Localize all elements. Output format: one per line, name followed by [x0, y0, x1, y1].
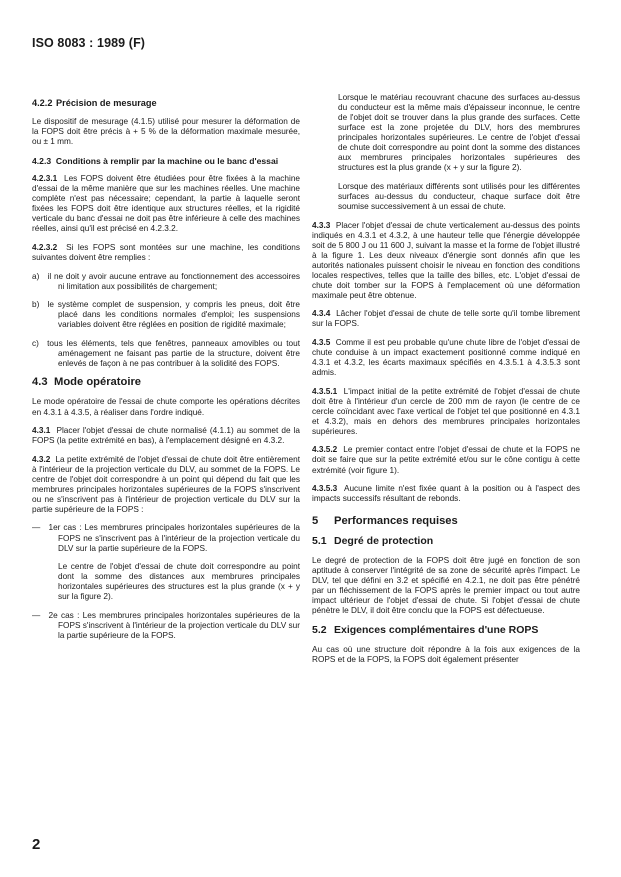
paragraph: 4.2.3.2 Si les FOPS sont montées sur une machine, les conditions suivantes doivent être remplies : — [32, 242, 300, 263]
paragraph: Lorsque des matériaux différents sont utilisés pour les différentes surfaces au-dessus du conducteur, chaque surface doit être soumise successivement à un essai de chute. — [338, 181, 580, 211]
section-heading-5-1: 5.1 Degré de protection — [312, 535, 434, 548]
paragraph: 4.3.1 Placer l'objet d'essai de chute normalisé (4.1.1) au sommet de la FOPS (la petite extrémité en bas), à l'emplacement désigné en 4.3.2. — [32, 426, 300, 446]
paragraph: 4.3.3 Placer l'objet d'essai de chute verticalement au-dessus des points indiqués en 4.3.1 et 4.3.2, à une hauteur telle que l'énergie développée soit de 5 800 J ou 11 600 J, suivant la masse et la forme de l'objet illustré à la figure 1. Les deux niveaux d'énergie sont donnés afin que les autorités nationales puissent choisir le niveau en fonction des conditions locales respectives, telles que la taille des billes, etc. L'objet d'essai de chute doit tomber sur la FOPS à l'emplacement où une déformation maximale peut être obtenue. — [312, 220, 580, 300]
paragraph: 4.2.3.1 Les FOPS doivent être étudiées pour être fixées à la machine d'essai de la même manière que sur les machines réelles. Une machine complète n'est pas nécessaire; cependant, la partie à laquelle seront fixées les FOPS doit être identique aux structures réelles, et la rigidité verticale du banc d'essai ne doit pas être inférieure à celle des machines réelles, ainsi qu'il est précisé en 4.2.3.2. — [32, 174, 301, 234]
paragraph: 4.3.5.2 Le premier contact entre l'objet d'essai de chute et la FOPS ne doit se faire que sur la petite extrémité et/ou sur le cône contigu à cette extrémité (voir figure 1). — [312, 445, 580, 475]
list-item-b: b) le système complet de suspension, y compris les pneus, doit être placé dans les conditions normales d'emploi; les suspensions variables doivent être réglées en position de rigidité maximale; — [32, 300, 300, 330]
document-header: ISO 8083 : 1989 (F) — [32, 36, 146, 50]
paragraph: 4.3.5.1 L'impact initial de la petite extrémité de l'objet d'essai de chute doit être à l'intérieur d'un cercle de 200 mm de rayon (le centre de ce cercle coïncidant avec l'axe vertical de l'objet tel que positionné en 4.3.1 et 4.3.2), mais en dehors des membrures principales horizontales supérieures. — [312, 386, 580, 436]
paragraph: 4.3.4 Lâcher l'objet d'essai de chute de telle sorte qu'il tombe librement sur la FOPS. — [312, 309, 580, 329]
list-item-c: c) tous les éléments, tels que fenêtres, panneaux amovibles ou tout aménagement ne faisant pas partie de la structure, doivent être enlevés de façon à ne pas contribuer à la solidité des FOPS. — [32, 338, 300, 368]
paragraph: Le degré de protection de la FOPS doit être jugé en fonction de son aptitude à conserver l'intégrité de sa zone de sécurité après l'impact. Le DLV, tel que défini en 3.2 et spécifié en 4.2.1, ne doit pas être pénétré par un fléchissement de la FOPS après le premier impact ou tout autre impact ultérieur de l'objet d'essai de chute. Si l'objet d'essai de chute pénètre le DLV, il doit être conclu que la FOPS est défectueuse. — [312, 556, 580, 616]
case-1-continuation: Le centre de l'objet d'essai de chute doit correspondre au point dont la somme des distances aux membrures principales horizontales supérieures des structures est la plus grande (x + y sur la figure 2). — [58, 562, 300, 602]
section-heading-4-2-2: 4.2.2 Précision de mesurage — [32, 98, 157, 108]
paragraph: 4.3.2 La petite extrémité de l'objet d'essai de chute doit être entièrement à l'intérieur de la projection verticale du DLV, au sommet de la FOPS. Le centre de l'objet doit correspondre à un point qui dépend du fait que les membrures principales horizontales supérieures de la FOPS s'inscrivent ou ne s'inscrivent pas à l'intérieur de projection verticale du DLV sur la partie supérieure de la FOPS : — [32, 454, 301, 514]
section-heading-5-2: 5.2 Exigences complémentaires d'une ROPS — [312, 624, 539, 637]
page-number: 2 — [32, 836, 41, 853]
case-1: — 1er cas : Les membrures principales horizontales supérieures de la FOPS ne s'inscrivent pas à l'intérieur de la projection verticale du DLV sur la partie supérieure de la FOPS. — [32, 523, 300, 553]
paragraph: 4.3.5.3 Aucune limite n'est fixée quant à la position ou à l'aspect des impacts successifs résultant de rebonds. — [312, 484, 580, 504]
section-heading-4-3: 4.3 Mode opératoire — [32, 376, 142, 389]
paragraph: Au cas où une structure doit répondre à la fois aux exigences de la ROPS et de la FOPS, la FOPS doit également présenter — [312, 645, 580, 665]
paragraph: Le mode opératoire de l'essai de chute comporte les opérations décrites en 4.3.1 à 4.3.5, à réaliser dans l'ordre indiqué. — [32, 397, 300, 417]
left-column — [32, 93, 300, 649]
right-column — [312, 93, 580, 674]
paragraph: 4.3.5 Comme il est peu probable qu'une chute libre de l'objet d'essai de chute conduise à un impact exactement positionné comme indiqué en 4.3.1 et 4.3.2, les écarts maximaux spécifiés en 4.3.5.1 à 4.3.5.3 sont admis. — [312, 337, 581, 378]
section-heading-5: 5 Performances requises — [312, 515, 458, 528]
list-item-a: a) il ne doit y avoir aucune entrave au fonctionnement des accessoires ni limitation aux possibilités de chargement; — [32, 271, 300, 291]
paragraph: Lorsque le matériau recouvrant chacune des surfaces au-dessus du conducteur est la même mais d'épaisseur inconnue, le centre de l'objet doit se trouver dans la plus grande des surfaces. Cette surface est la zone projetée du DLV, hors des membrures principales horizontales supérieures. Le centre de l'objet d'essai de chute doit correspondre au point dont la somme des distances aux membrures principales horizontales supérieures des structures est la plus grande (x + y sur la figure 2). — [338, 93, 580, 173]
section-heading-4-2-3: 4.2.3 Conditions à remplir par la machine ou le banc d'essai — [32, 155, 279, 166]
case-2: — 2e cas : Les membrures principales horizontales supérieures de la FOPS s'inscrivent à l'intérieur de la projection verticale du DLV sur la partie supérieure de la FOPS. — [32, 610, 300, 640]
paragraph: Le dispositif de mesurage (4.1.5) utilisé pour mesurer la déformation de la FOPS doit être précis à + 5 % de la déformation maximale mesurée, ou ± 1 mm. — [32, 117, 300, 147]
